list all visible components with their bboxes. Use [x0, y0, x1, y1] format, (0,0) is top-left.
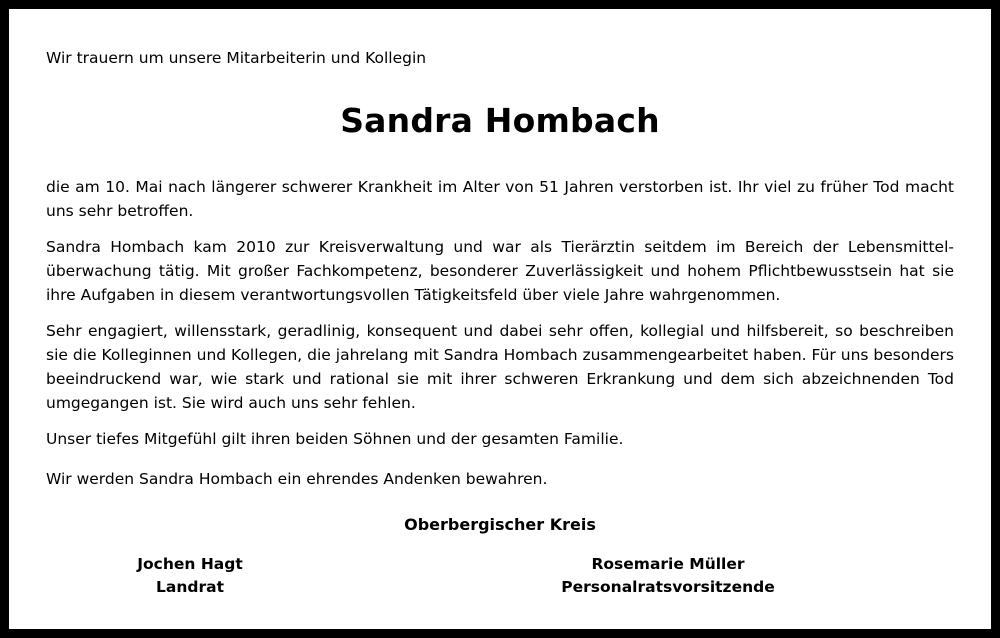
paragraph-death-notice: die am 10. Mai nach längerer schwerer Krankheit im Alter von 51 Jahren verstorben ist. Ihr viel zu früher Tod macht uns sehr betroffen.: [46, 178, 954, 220]
intro-line: Wir trauern um unsere Mitarbeiterin und Kollegin: [46, 49, 427, 67]
organization-name: Oberbergischer Kreis: [404, 515, 596, 534]
signatory-role: Personalratsvorsitzende: [561, 578, 775, 596]
paragraph-remembrance: Wir werden Sandra Hombach ein ehrendes Andenken bewahren.: [46, 470, 548, 488]
paragraph-condolence: Unser tiefes Mitgefühl gilt ihren beiden Söhnen und der gesamten Familie.: [46, 430, 624, 448]
signatory-name: Rosemarie Müller: [591, 555, 745, 573]
signatory-name: Jochen Hagt: [137, 555, 243, 573]
signatory-right: [518, 553, 818, 599]
paragraph-character: Sehr engagiert, willensstark, geradlinig, konsequent und dabei sehr offen, kollegial und hilfsbereit, so beschreiben sie die Kolleginnen und Kollegen, die jahrelang mit Sandra Hombach zusammengearbeitet haben. Für uns besonders beeindruckend war, wie stark und rational sie mit ihrer schweren Erkrankung und dem sich abzeichnenden Tod umgegangen ist. Sie wird auch uns sehr fehlen.: [46, 322, 954, 412]
obituary-notice: [9, 9, 991, 629]
signatory-left: [80, 553, 300, 599]
signatory-role: Landrat: [156, 578, 224, 596]
paragraph-career: Sandra Hombach kam 2010 zur Kreisverwaltung und war als Tierärztin seitdem im Bereich der Lebensmittelüberwachung tätig. Mit großer Fachkompetenz, besonderer Zuverlässigkeit und hohem Pflichtbewusstsein hat sie ihre Aufgaben in diesem verantwortungsvollen Tätigkeitsfeld über viele Jahre wahrgenommen.: [46, 238, 954, 304]
deceased-name: Sandra Hombach: [340, 101, 660, 140]
